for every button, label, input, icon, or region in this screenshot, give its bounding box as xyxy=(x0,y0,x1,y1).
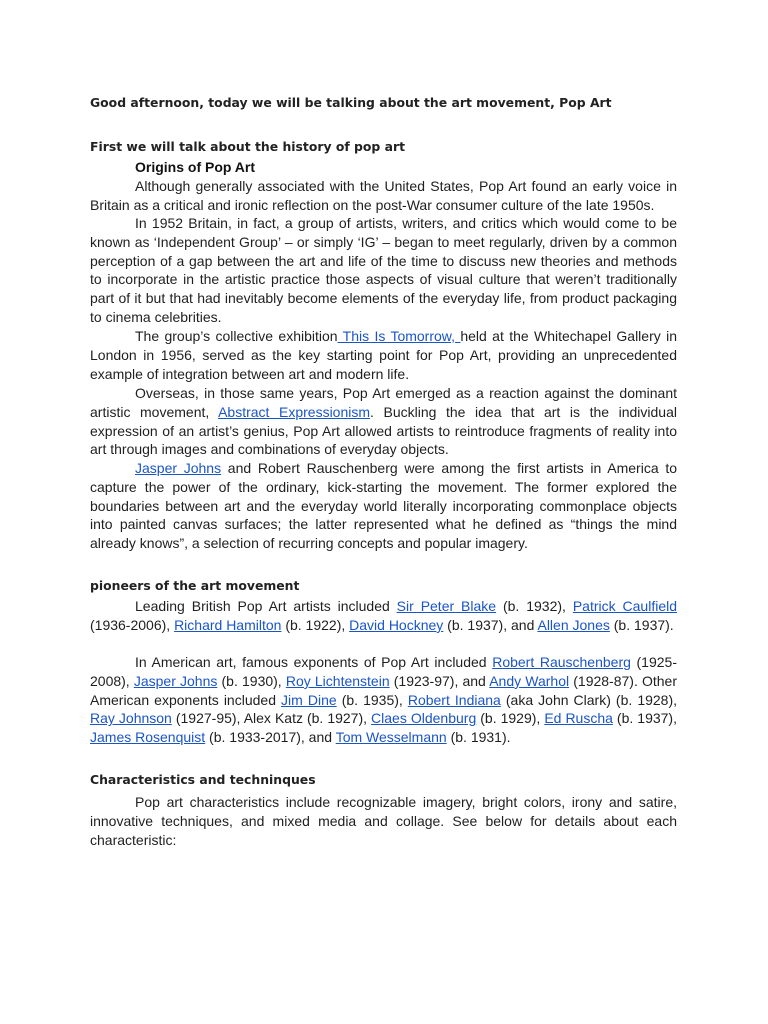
link-david-hockney[interactable]: David Hockney xyxy=(349,616,444,633)
paragraph-overseas xyxy=(90,384,677,459)
text-segment: (b. 1922), xyxy=(281,616,350,633)
link-andy-warhol[interactable]: Andy Warhol xyxy=(489,672,570,689)
text-segment: (b. 1931). xyxy=(446,729,511,746)
link-roy-lichtenstein[interactable]: Roy Lichtenstein xyxy=(285,672,390,689)
link-ray-johnson[interactable]: Ray Johnson xyxy=(90,710,172,727)
link-sir-peter-blake[interactable]: Sir Peter Blake xyxy=(396,598,497,614)
characteristics-heading: Characteristics and techninques xyxy=(90,772,316,787)
text-segment: (1923-97), and xyxy=(389,672,490,689)
text-segment: (1936-2006), xyxy=(90,616,175,633)
text-segment: (1927-95), Alex Katz (b. 1927), xyxy=(171,710,372,727)
text-segment: (b. 1929), xyxy=(476,710,545,727)
history-heading: First we will talk about the history of pop art xyxy=(90,139,406,154)
link-james-rosenquist[interactable]: James Rosenquist xyxy=(90,729,206,746)
text-segment: (b. 1937), and xyxy=(443,616,538,633)
paragraph-american-artists xyxy=(90,653,677,747)
link-jasper-johns[interactable]: Jasper Johns xyxy=(135,460,222,476)
text-segment: Leading British Pop Art artists included xyxy=(135,598,397,614)
text-segment: The group’s collective exhibition xyxy=(135,328,338,344)
link-robert-indiana[interactable]: Robert Indiana xyxy=(407,691,501,708)
text-segment: (b. 1935), xyxy=(336,691,408,708)
link-ed-ruscha[interactable]: Ed Ruscha xyxy=(544,710,613,727)
paragraph-exhibition xyxy=(90,327,677,383)
link-robert-rauschenberg[interactable]: Robert Rauschenberg xyxy=(492,654,631,670)
text-segment: Overseas, in those same years, Pop Art emerged as a reaction against the dominant artistic movement, xyxy=(90,385,677,420)
link-allen-jones[interactable]: Allen Jones xyxy=(537,616,610,633)
paragraph-johns-rauschenberg xyxy=(90,459,677,553)
text-segment: . Buckling the idea that art is the individual expression of an artist’s genius, Pop Art allowed artists to reintroduce fragments of reality into art through images and combinations of everyday objects. xyxy=(90,403,677,458)
link-jim-dine[interactable]: Jim Dine xyxy=(281,691,337,708)
paragraph-british-artists xyxy=(90,597,677,635)
paragraph-characteristics: Pop art characteristics include recognizable imagery, bright colors, irony and satire, innovative techniques, and mixed media and collage. See below for details about each characteristic: xyxy=(90,794,677,848)
link-claes-oldenburg[interactable]: Claes Oldenburg xyxy=(371,710,477,727)
origins-title: Origins of Pop Art xyxy=(135,159,256,175)
text-segment: (b. 1933-2017), and xyxy=(205,729,336,746)
text-segment: In American art, famous exponents of Pop Art included xyxy=(135,654,493,670)
text-segment: (1925-2008), xyxy=(90,654,677,689)
text-segment: (b. 1930), xyxy=(217,672,286,689)
text-segment: (b. 1937). xyxy=(609,616,674,633)
text-segment: (b. 1937), xyxy=(612,710,677,727)
text-segment: (b. 1932), xyxy=(496,598,573,614)
link-patrick-caulfield[interactable]: Patrick Caulfield xyxy=(572,598,677,614)
link-abstract-expressionism[interactable]: Abstract Expressionism xyxy=(218,403,371,420)
link-tom-wesselmann[interactable]: Tom Wesselmann xyxy=(335,729,447,746)
text-segment: (aka John Clark) (b. 1928), xyxy=(500,691,678,708)
pioneers-heading: pioneers of the art movement xyxy=(90,578,300,593)
link-this-is-tomorrow[interactable]: This Is Tomorrow, xyxy=(337,328,461,344)
intro-heading: Good afternoon, today we will be talking about the art movement, Pop Art xyxy=(90,95,612,110)
link-jasper-johns-2[interactable]: Jasper Johns xyxy=(133,672,218,689)
text-segment: and Robert Rauschenberg were among the first artists in America to capture the power of the ordinary, kick-starting the movement. The former explored the boundaries between art and the everyday world literally incorporating commonplace objects into painted canvas surfaces; the latter represented what he defined as “things the mind already knows”, a selection of recurring concepts and popular imagery. xyxy=(90,460,677,552)
link-richard-hamilton[interactable]: Richard Hamilton xyxy=(174,616,282,633)
paragraph-origins-1: Although generally associated with the United States, Pop Art found an early voice in Britain as a critical and ironic reflection on the post-War consumer culture of the late 1950s. xyxy=(90,178,677,213)
paragraph-origins-2: In 1952 Britain, in fact, a group of artists, writers, and critics which would come to be known as ‘Independent Group’ – or simply ‘IG’ – began to meet regularly, driven by a common perception of a gap between the art and life of the time to discuss new theories and methods to incorporate in the artistic practice those aspects of visual culture that weren’t traditionally part of it but that had inevitably become elements of the everyday life, from product packaging to cinema celebrities. xyxy=(90,215,677,325)
text-segment: held at the Whitechapel Gallery in London in 1956, served as the key starting point for Pop Art, providing an unprecedented example of integration between art and modern life. xyxy=(90,328,677,382)
text-segment: (1928-87). Other American exponents included xyxy=(90,672,678,708)
